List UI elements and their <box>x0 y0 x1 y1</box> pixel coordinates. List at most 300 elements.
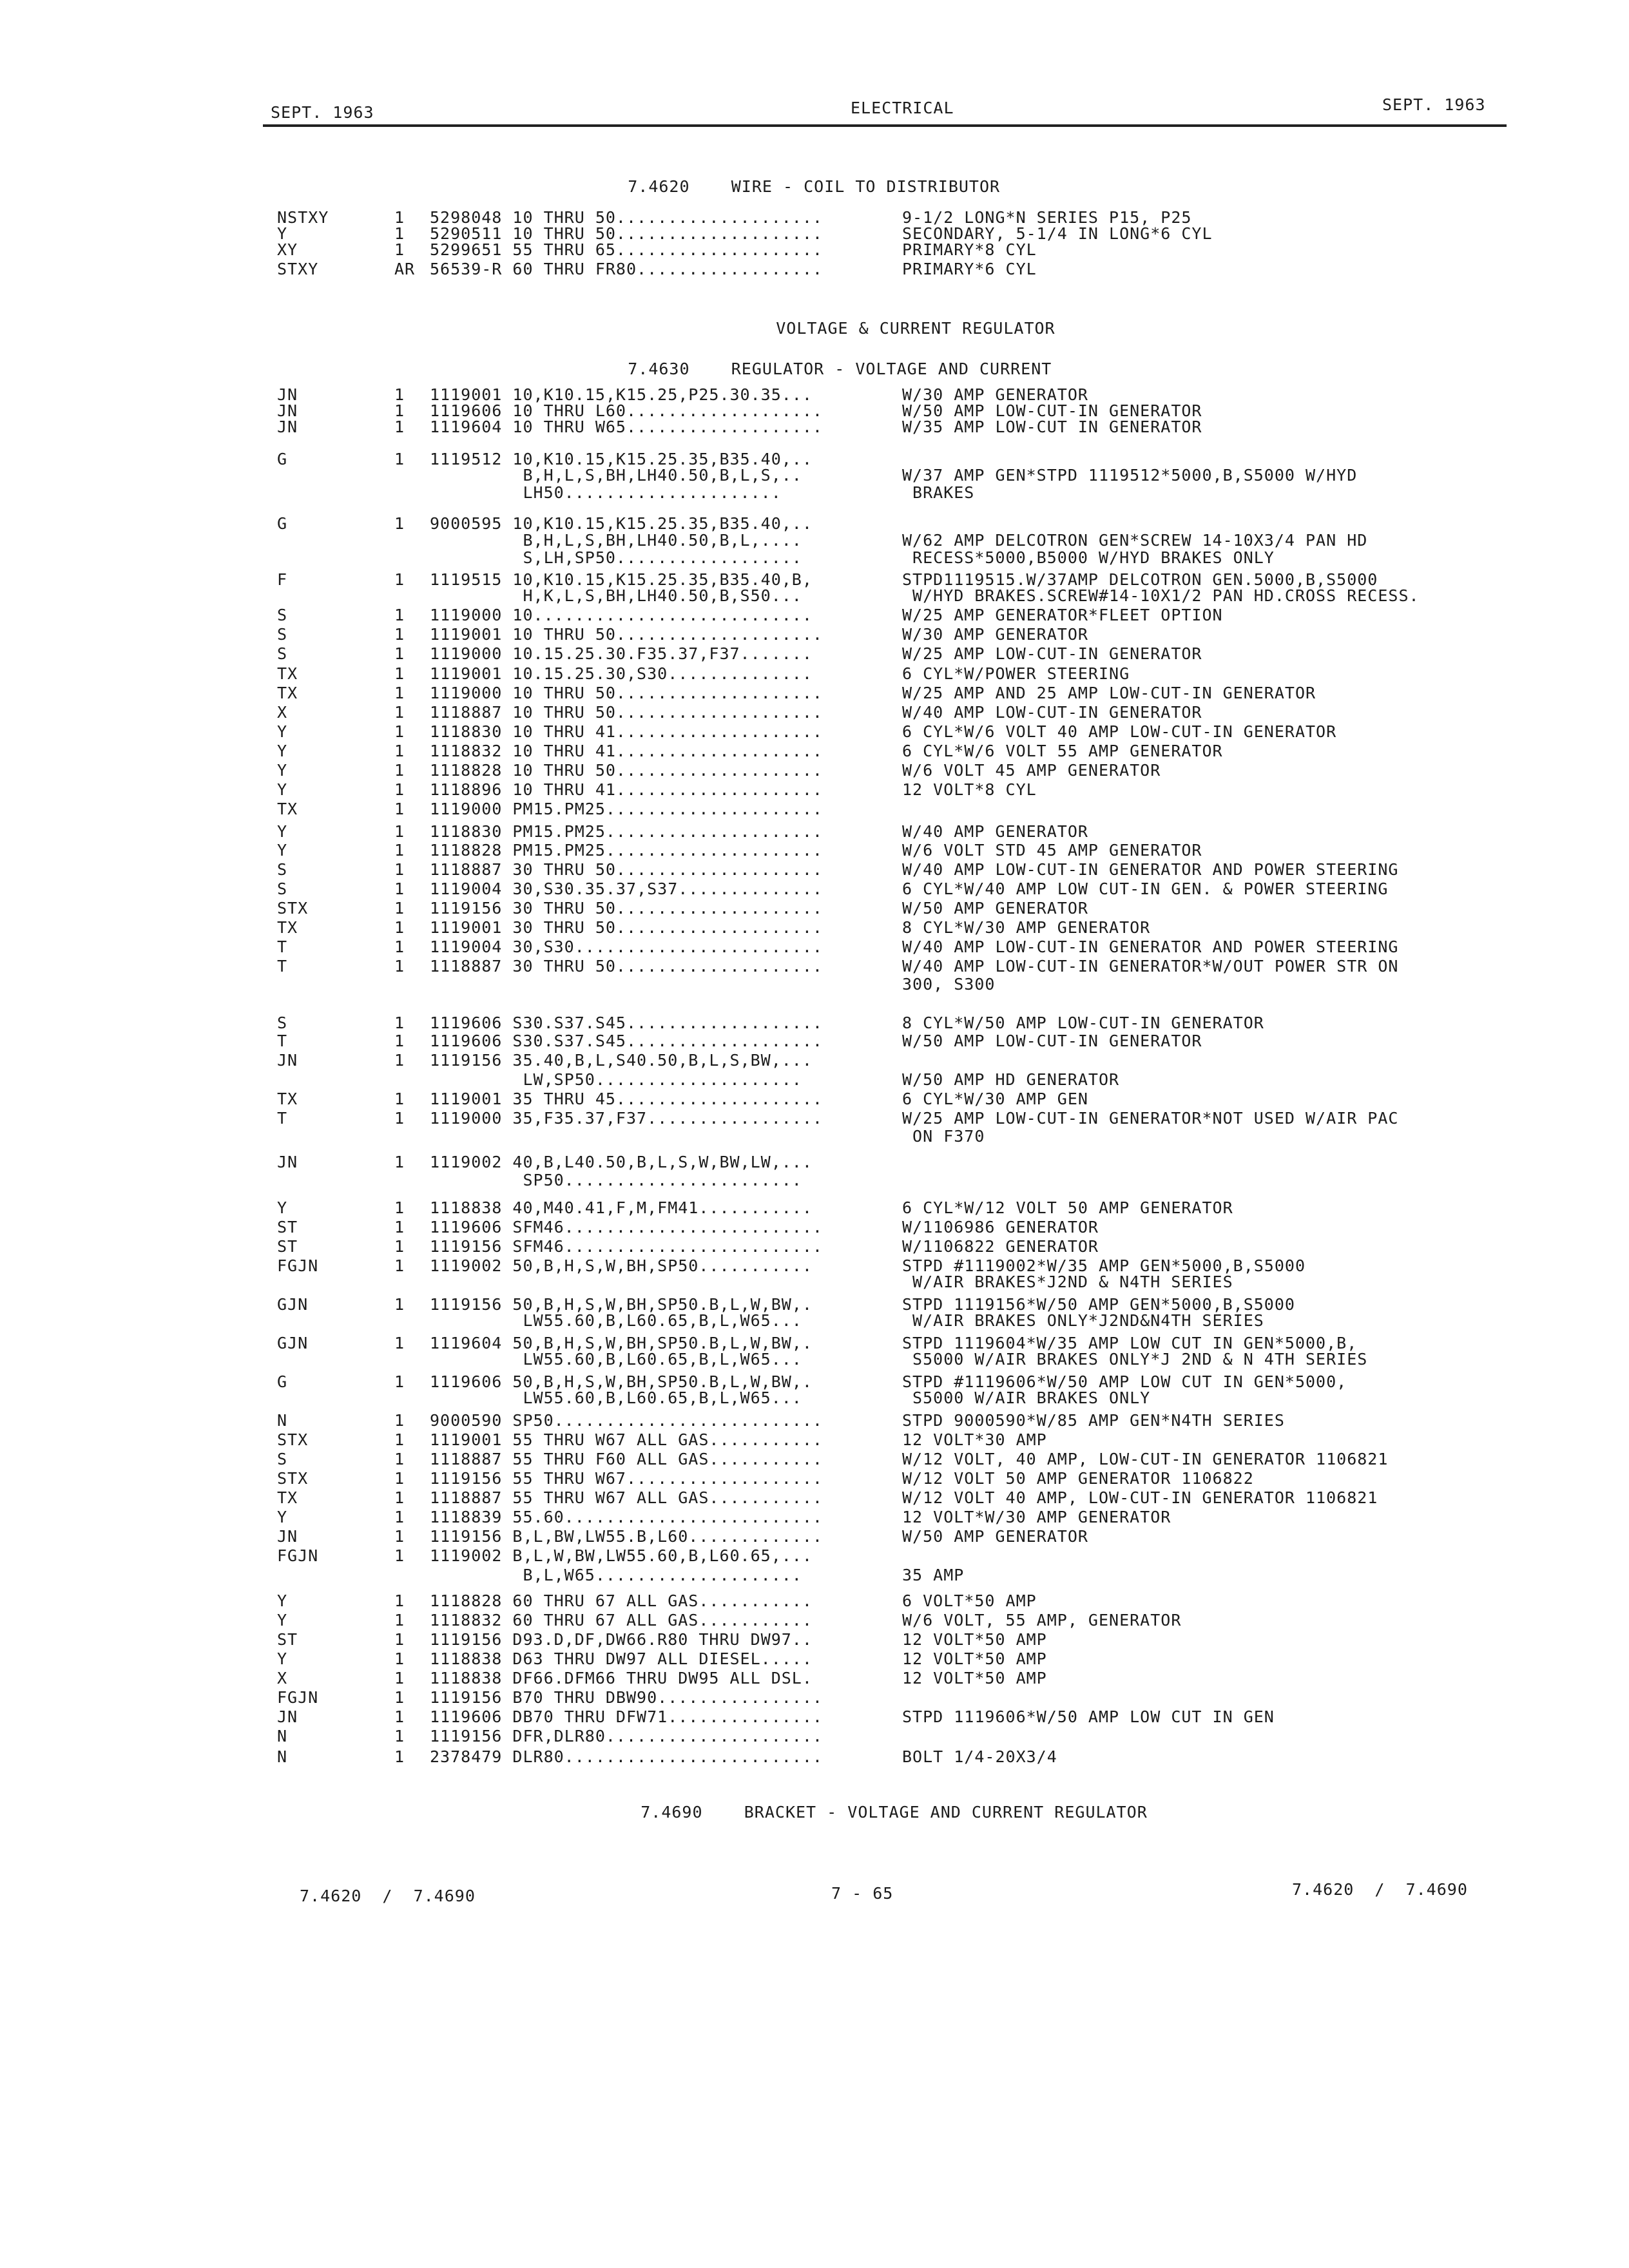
description: 6 CYL*W/12 VOLT 50 AMP GENERATOR <box>902 1198 1233 1217</box>
applicability: DB70 THRU DFW71............... <box>512 1707 823 1726</box>
description: W/40 AMP LOW-CUT-IN GENERATOR <box>902 703 1202 722</box>
part-number-application <box>430 1219 823 1235</box>
quantity: 1 <box>394 385 405 404</box>
section-heading-wire-coil <box>586 162 1000 211</box>
applicability: PM15.PM25..................... <box>512 841 823 860</box>
part-number-application <box>430 782 823 798</box>
part-number-application <box>430 900 823 916</box>
description: 9-1/2 LONG*N SERIES P15, P25 <box>902 208 1192 227</box>
table-row <box>0 1451 1629 1469</box>
part-number-application <box>430 588 802 604</box>
table-row <box>0 1258 1629 1276</box>
table-row <box>0 1033 1629 1051</box>
applicability: 40,B,L40.50,B,L,S,W,BW,LW,... <box>512 1153 813 1171</box>
applicability: 30 THRU 50.................... <box>512 899 823 918</box>
part-number-application <box>430 626 823 642</box>
quantity: 1 <box>394 780 405 799</box>
series-codes: X <box>277 1669 288 1687</box>
quantity: 1 <box>394 570 405 589</box>
description: W/6 VOLT STD 45 AMP GENERATOR <box>902 841 1202 860</box>
quantity: 1 <box>394 1153 405 1171</box>
part-number-application <box>430 762 823 778</box>
applicability: 30 THRU 50.................... <box>512 860 823 879</box>
part-number: 1119001 <box>430 664 503 683</box>
table-row <box>0 1335 1629 1353</box>
table-row <box>0 823 1629 841</box>
part-number: 1119606 <box>430 1032 503 1050</box>
part-number: 1118832 <box>430 742 503 760</box>
table-row <box>0 881 1629 899</box>
applicability: 60 THRU 67 ALL GAS........... <box>512 1611 813 1629</box>
footer-range-right: 7.4620 / 7.4690 <box>1292 1880 1468 1899</box>
part-number-application <box>430 1412 823 1428</box>
quantity: 1 <box>394 625 405 644</box>
part-number-application <box>430 801 823 817</box>
table-row <box>0 976 1629 994</box>
description: W/50 AMP LOW-CUT-IN GENERATOR <box>902 1032 1202 1050</box>
quantity: 1 <box>394 684 405 702</box>
table-row <box>0 762 1629 780</box>
part-number-application <box>430 1670 813 1686</box>
part-number-application <box>430 1015 823 1031</box>
applicability: 55 THRU W67................... <box>512 1469 823 1488</box>
quantity: 1 <box>394 1256 405 1275</box>
description: W/25 AMP LOW-CUT-IN GENERATOR <box>902 644 1202 663</box>
description: W/1106986 GENERATOR <box>902 1218 1099 1236</box>
section-title: VOLTAGE & CURRENT REGULATOR <box>776 319 1055 338</box>
part-number-application <box>430 1154 813 1170</box>
quantity: 1 <box>394 1014 405 1032</box>
series-codes: S <box>277 1450 288 1468</box>
part-number: 1119512 <box>430 450 503 468</box>
part-number-application <box>430 1091 823 1107</box>
table-row <box>0 1670 1629 1688</box>
quantity: 1 <box>394 1649 405 1668</box>
applicability: 10 THRU 50.................... <box>512 761 823 780</box>
description: W/50 AMP GENERATOR <box>902 1527 1088 1546</box>
quantity: 1 <box>394 1051 405 1070</box>
part-number-application <box>430 607 813 623</box>
applicability: 10 THRU 50.................... <box>512 625 823 644</box>
series-codes: T <box>277 1109 288 1128</box>
applicability: 35.40,B,L,S40.50,B,L,S,BW,... <box>512 1051 813 1070</box>
applicability: 10.15.25.30.F35.37,F37....... <box>512 644 813 663</box>
part-number-application <box>430 1548 813 1564</box>
part-number: 1119515 <box>430 570 503 589</box>
part-number-application <box>430 958 823 974</box>
table-row <box>0 532 1629 550</box>
part-number: 1119000 <box>430 644 503 663</box>
series-codes: JN <box>277 1707 298 1726</box>
applicability: S30.S37.S45................... <box>512 1014 823 1032</box>
table-row <box>0 666 1629 684</box>
series-codes: Y <box>277 1649 288 1668</box>
applicability: B70 THRU DBW90................ <box>512 1688 823 1707</box>
description: 8 CYL*W/30 AMP GENERATOR <box>902 918 1151 937</box>
description: 6 CYL*W/40 AMP LOW CUT-IN GEN. & POWER STEERING <box>902 879 1389 898</box>
quantity: 1 <box>394 401 405 420</box>
part-number-application <box>430 226 823 242</box>
applicability: 30 THRU 50.................... <box>512 918 823 937</box>
applicability: DLR80......................... <box>512 1747 823 1766</box>
table-row <box>0 1052 1629 1070</box>
part-number-application <box>430 1390 802 1406</box>
quantity: 1 <box>394 664 405 683</box>
table-row <box>0 801 1629 819</box>
applicability: PM15.PM25..................... <box>512 800 823 818</box>
part-number: 1118839 <box>430 1508 503 1526</box>
description: PRIMARY*6 CYL <box>902 260 1037 278</box>
part-number: 1119606 <box>430 401 503 420</box>
series-codes: FGJN <box>277 1256 319 1275</box>
header-rule <box>263 124 1507 127</box>
series-codes: G <box>277 1372 288 1391</box>
applicability: 10,K10.15,K15.25.35,B35.40,.. <box>512 450 813 468</box>
part-number: 1119606 <box>430 1372 503 1391</box>
table-row <box>0 1110 1629 1128</box>
table-row <box>0 1312 1629 1331</box>
table-row <box>0 939 1629 957</box>
series-codes: T <box>277 937 288 956</box>
table-row <box>0 900 1629 918</box>
description: 6 CYL*W/POWER STEERING <box>902 664 1130 683</box>
part-number-application <box>430 467 802 483</box>
table-row <box>0 1509 1629 1527</box>
part-number-application <box>430 666 813 682</box>
part-number: 1119001 <box>430 385 503 404</box>
series-codes: Y <box>277 761 288 780</box>
quantity: 1 <box>394 1430 405 1449</box>
section-heading-bracket <box>599 1788 1148 1836</box>
quantity: 1 <box>394 1372 405 1391</box>
description: W/40 AMP LOW-CUT-IN GENERATOR AND POWER STEERING <box>902 937 1399 956</box>
description: W/40 AMP GENERATOR <box>902 822 1088 841</box>
series-codes: G <box>277 450 288 468</box>
series-codes: S <box>277 879 288 898</box>
description: W/40 AMP LOW-CUT-IN GENERATOR AND POWER STEERING <box>902 860 1399 879</box>
series-codes: ST <box>277 1237 298 1256</box>
table-row <box>0 1528 1629 1546</box>
table-row <box>0 1749 1629 1767</box>
part-number: 1118838 <box>430 1198 503 1217</box>
part-number: 1119156 <box>430 1051 503 1070</box>
part-number-application <box>430 1528 823 1544</box>
table-row <box>0 743 1629 761</box>
section-title: WIRE - COIL TO DISTRIBUTOR <box>731 177 1001 196</box>
applicability: 35 THRU 45.................... <box>512 1090 823 1108</box>
table-row <box>0 1374 1629 1392</box>
table-row <box>0 1015 1629 1033</box>
quantity: 1 <box>394 1450 405 1468</box>
part-number: 1118887 <box>430 1488 503 1507</box>
series-codes: Y <box>277 1611 288 1629</box>
quantity: 1 <box>394 1707 405 1726</box>
part-number-application <box>430 550 802 566</box>
part-number-application <box>430 515 813 532</box>
description: W/AIR BRAKES ONLY*J2ND&N4TH SERIES <box>902 1311 1264 1330</box>
description: 6 CYL*W/6 VOLT 40 AMP LOW-CUT-IN GENERATOR <box>902 722 1337 741</box>
part-number: 1119606 <box>430 1218 503 1236</box>
description: S5000 W/AIR BRAKES ONLY*J 2ND & N 4TH SERIES <box>902 1350 1368 1369</box>
series-codes: JN <box>277 385 298 404</box>
description: W/HYD BRAKES.SCREW#14-10X1/2 PAN HD.CROSS RECESS. <box>902 586 1420 605</box>
description: STPD 1119604*W/35 AMP LOW CUT IN GEN*5000,B, <box>902 1334 1358 1352</box>
applicability: SFM46......................... <box>512 1218 823 1236</box>
quantity: 1 <box>394 1334 405 1352</box>
quantity: 1 <box>394 514 405 533</box>
series-codes: TX <box>277 800 298 818</box>
description: ON F370 <box>902 1127 985 1146</box>
quantity: AR <box>394 260 416 278</box>
part-number-application <box>430 1200 813 1216</box>
applicability: B,H,L,S,BH,LH40.50,B,L,S,.. <box>440 466 802 485</box>
part-number-application <box>430 1593 813 1609</box>
table-row <box>0 588 1629 606</box>
part-number-application <box>430 724 823 740</box>
description: BRAKES <box>902 483 975 502</box>
table-row <box>0 1128 1629 1146</box>
table-row <box>0 485 1629 503</box>
part-number: 1118838 <box>430 1669 503 1687</box>
table-row <box>0 1172 1629 1190</box>
table-row <box>0 515 1629 533</box>
part-number: 2378479 <box>430 1747 503 1766</box>
quantity: 1 <box>394 1611 405 1629</box>
section-number: 7.4630 <box>628 360 690 378</box>
table-row <box>0 1072 1629 1090</box>
table-row <box>0 646 1629 664</box>
description: 6 CYL*W/30 AMP GEN <box>902 1090 1088 1108</box>
part-number: 1118830 <box>430 722 503 741</box>
quantity: 1 <box>394 1469 405 1488</box>
applicability: 55 THRU W67 ALL GAS........... <box>512 1488 823 1507</box>
table-row <box>0 1470 1629 1488</box>
part-number: 1119001 <box>430 1430 503 1449</box>
quantity: 1 <box>394 606 405 624</box>
quantity: 1 <box>394 800 405 818</box>
series-codes: Y <box>277 224 288 243</box>
table-row <box>0 1219 1629 1237</box>
part-number: 1119156 <box>430 1630 503 1649</box>
applicability: 10 THRU W65................... <box>512 418 823 436</box>
quantity: 1 <box>394 1630 405 1649</box>
part-number-application <box>430 1296 813 1312</box>
series-codes: ST <box>277 1630 298 1649</box>
part-number-application <box>430 1335 813 1351</box>
part-number-application <box>430 1612 813 1628</box>
section-title: BRACKET - VOLTAGE AND CURRENT REGULATOR <box>744 1803 1148 1821</box>
part-number-application <box>430 1709 823 1725</box>
quantity: 1 <box>394 1237 405 1256</box>
part-number: 1119156 <box>430 1469 503 1488</box>
applicability: B,H,L,S,BH,LH40.50,B,L,.... <box>440 531 802 550</box>
applicability: B,L,BW,LW55.B,L60............. <box>512 1527 823 1546</box>
quantity: 1 <box>394 1508 405 1526</box>
description: STPD 1119156*W/50 AMP GEN*5000,B,S5000 <box>902 1295 1295 1314</box>
part-number-application <box>430 1172 802 1188</box>
description: W/40 AMP LOW-CUT-IN GENERATOR*W/OUT POWER STR ON <box>902 957 1399 975</box>
table-row <box>0 724 1629 742</box>
description: STPD #1119002*W/35 AMP GEN*5000,B,S5000 <box>902 1256 1306 1275</box>
quantity: 1 <box>394 937 405 956</box>
series-codes: S <box>277 606 288 624</box>
description: RECESS*5000,B5000 W/HYD BRAKES ONLY <box>902 548 1275 567</box>
part-number: 1118828 <box>430 1591 503 1610</box>
applicability: LW,SP50.................... <box>440 1070 802 1089</box>
description: 12 VOLT*50 AMP <box>902 1669 1047 1687</box>
series-codes: JN <box>277 1527 298 1546</box>
table-row <box>0 685 1629 703</box>
quantity: 1 <box>394 1090 405 1108</box>
series-codes: Y <box>277 841 288 860</box>
table-row <box>0 1651 1629 1669</box>
description: STPD1119515.W/37AMP DELCOTRON GEN.5000,B,S5000 <box>902 570 1378 589</box>
description: W/30 AMP GENERATOR <box>902 625 1088 644</box>
table-row <box>0 704 1629 722</box>
series-codes: S <box>277 1014 288 1032</box>
quantity: 1 <box>394 1688 405 1707</box>
table-row <box>0 1091 1629 1109</box>
part-number: 1119604 <box>430 1334 503 1352</box>
applicability: B,L,W65.................... <box>440 1566 802 1584</box>
part-number: 1119156 <box>430 1237 503 1256</box>
description: W/50 AMP HD GENERATOR <box>902 1070 1120 1089</box>
description: W/25 AMP AND 25 AMP LOW-CUT-IN GENERATOR <box>902 684 1316 702</box>
table-row <box>0 467 1629 485</box>
applicability: SP50....................... <box>440 1171 802 1189</box>
quantity: 1 <box>394 918 405 937</box>
description: W/6 VOLT 45 AMP GENERATOR <box>902 761 1161 780</box>
description: W/12 VOLT, 40 AMP, LOW-CUT-IN GENERATOR 1106821 <box>902 1450 1389 1468</box>
applicability: 55 THRU W67 ALL GAS........... <box>512 1430 823 1449</box>
part-number-application <box>430 919 823 936</box>
series-codes: Y <box>277 1591 288 1610</box>
series-codes: NSTXY <box>277 208 329 227</box>
part-number: 1119156 <box>430 1295 503 1314</box>
table-row <box>0 1274 1629 1292</box>
table-row <box>0 1200 1629 1218</box>
series-codes: GJN <box>277 1334 309 1352</box>
table-row <box>0 1728 1629 1746</box>
applicability: LW55.60,B,L60.65,B,L,W65... <box>440 1350 802 1369</box>
series-codes: STX <box>277 1430 309 1449</box>
applicability: 60 THRU FR80.................. <box>512 260 823 278</box>
description: 12 VOLT*50 AMP <box>902 1649 1047 1668</box>
applicability: 10 THRU 50.................... <box>512 684 823 702</box>
applicability: 35,F35.37,F37................. <box>512 1109 823 1128</box>
header-date-left: SEPT. 1963 <box>271 103 374 122</box>
section-number: 7.4620 <box>628 177 690 196</box>
table-row <box>0 1432 1629 1450</box>
applicability: 10.15.25.30,S30.............. <box>512 664 813 683</box>
description: 300, S300 <box>902 975 996 994</box>
part-number-application <box>430 685 823 701</box>
part-number-application <box>430 1728 823 1744</box>
part-number: 1119001 <box>430 625 503 644</box>
part-number-application <box>430 419 823 435</box>
footer-range-left: 7.4620 / 7.4690 <box>300 1887 476 1905</box>
part-number-application <box>430 261 823 277</box>
series-codes: FGJN <box>277 1688 319 1707</box>
table-row <box>0 1612 1629 1630</box>
table-row <box>0 1631 1629 1649</box>
part-number-application <box>430 1567 802 1583</box>
description: 8 CYL*W/50 AMP LOW-CUT-IN GENERATOR <box>902 1014 1264 1032</box>
applicability: 40,M40.41,F,M,FM41........... <box>512 1198 813 1217</box>
applicability: 10 THRU L60................... <box>512 401 823 420</box>
part-number-application <box>430 242 823 258</box>
applicability: 10 THRU 50.................... <box>512 703 823 722</box>
part-number-application <box>430 1432 823 1448</box>
table-row <box>0 261 1629 279</box>
footer-page-number: 7 - 65 <box>831 1884 894 1903</box>
table-row <box>0 1412 1629 1430</box>
part-number-application <box>430 704 823 720</box>
series-codes: Y <box>277 742 288 760</box>
applicability: 10,K10.15,K15.25,P25.30.35... <box>512 385 813 404</box>
description: W/25 AMP GENERATOR*FLEET OPTION <box>902 606 1223 624</box>
part-number-application <box>430 403 823 419</box>
table-row <box>0 1296 1629 1314</box>
part-number: 5290511 <box>430 224 503 243</box>
part-number-application <box>430 1351 802 1367</box>
quantity: 1 <box>394 1109 405 1128</box>
part-number: 1119606 <box>430 1014 503 1032</box>
quantity: 1 <box>394 722 405 741</box>
part-number-application <box>430 1110 823 1126</box>
quantity: 1 <box>394 644 405 663</box>
applicability: 10 THRU 41.................... <box>512 742 823 760</box>
applicability: SFM46......................... <box>512 1237 823 1256</box>
applicability: DFR,DLR80..................... <box>512 1727 823 1745</box>
description: 12 VOLT*W/30 AMP GENERATOR <box>902 1508 1171 1526</box>
part-number: 1119000 <box>430 606 503 624</box>
applicability: 55 THRU 65.................... <box>512 240 823 259</box>
part-number: 1119000 <box>430 684 503 702</box>
description: 6 VOLT*50 AMP <box>902 1591 1037 1610</box>
part-number: 1119002 <box>430 1546 503 1565</box>
table-row <box>0 626 1629 644</box>
part-number: 1119604 <box>430 418 503 436</box>
quantity: 1 <box>394 879 405 898</box>
table-row <box>0 919 1629 937</box>
part-number-application <box>430 1128 440 1144</box>
part-number-application <box>430 881 823 897</box>
series-codes: S <box>277 860 288 879</box>
part-number: 1119004 <box>430 937 503 956</box>
header-title: ELECTRICAL <box>851 99 954 117</box>
series-codes: TX <box>277 1488 298 1507</box>
part-number-application <box>430 1033 823 1049</box>
part-number: 1119002 <box>430 1153 503 1171</box>
applicability: 10 THRU 41.................... <box>512 722 823 741</box>
series-codes: T <box>277 957 288 975</box>
part-number: 5298048 <box>430 208 503 227</box>
description: W/25 AMP LOW-CUT-IN GENERATOR*NOT USED W/AIR PAC <box>902 1109 1399 1128</box>
applicability: 10........................... <box>512 606 813 624</box>
description: W/1106822 GENERATOR <box>902 1237 1099 1256</box>
part-number-application <box>430 451 813 467</box>
applicability: 50,B,H,S,W,BH,SP50.B,L,W,BW,. <box>512 1334 813 1352</box>
description: W/12 VOLT 50 AMP GENERATOR 1106822 <box>902 1469 1254 1488</box>
applicability: D93.D,DF,DW66.R80 THRU DW97.. <box>512 1630 813 1649</box>
applicability: H,K,L,S,BH,LH40.50,B,S50... <box>440 586 802 605</box>
applicability: LW55.60,B,L60.65,B,L,W65... <box>440 1311 802 1330</box>
series-codes: Y <box>277 722 288 741</box>
part-number-application <box>430 1451 823 1467</box>
part-number-application <box>430 1274 440 1290</box>
quantity: 1 <box>394 240 405 259</box>
